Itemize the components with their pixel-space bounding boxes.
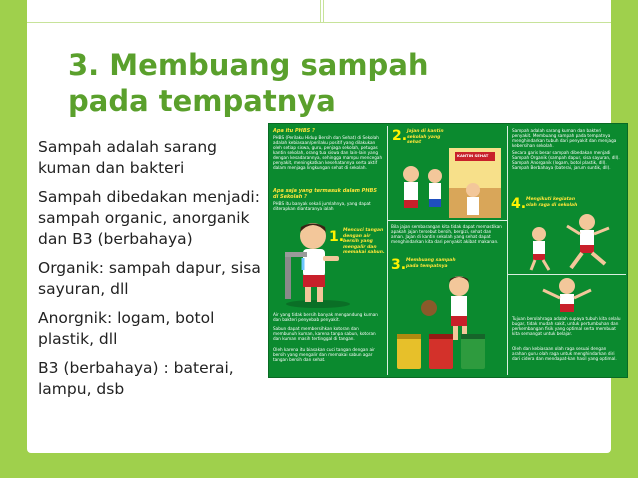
ornament-tick <box>320 0 321 22</box>
poster-right-bullet: Sampah adalah sarang kuman dan bakteri penyakit. Membuang sampah pada tempatnya menghindarkan tubuh dari penyakit dan menjaga kebersihan sekolah. <box>512 128 617 148</box>
poster-answer-1: PHBS (Perilaku Hidup Bersih dan Sehat) di Sekolah adalah kebiasaan/perilaku positif yang dilakukan oleh setiap siswa, guru, penjaga sekolah, petugas kantin sekolah, orang tua siswa dan lain-lain yang dengan kesadarannya, sehingga mampu mencegah penyakit, meningkatkan kesehatannya serta aktif dalam menjaga lingkungan sehat di sekolah. <box>273 135 383 170</box>
poster-divider <box>507 126 508 375</box>
phbs-poster-image <box>268 123 628 378</box>
kantin-sign: KANTIN SEHAT <box>457 153 489 158</box>
poster-bullet: Sabun dapat membersihkan kotoran dan membunuh kuman, karena tanpa sabun, kotoran dan kuman masih tertinggal di tangan. <box>273 326 376 341</box>
kantin-illustration <box>389 146 506 219</box>
paragraph: Anorgnik: logam, botol plastik, dll <box>38 309 215 348</box>
poster-right-bullet: Secara garis besar sampah dibedakan menjadi Sampah Organik (sampah dapur, sisa sayuran, dll). Sampah Anorganik (logam, botol plastik, dll). Sampah Berbahaya (baterai, jarum suntik, dll). <box>512 150 620 170</box>
step-2-label: Jajan di kantin sekolah yang sehat <box>407 129 444 145</box>
poster-divider <box>388 220 507 221</box>
ornament-tick <box>323 0 324 22</box>
poster-right-bullet: Tujuan berolahraga adalah supaya tubuh kita selalu bugar, tidak mudah sakit, untuk pertumbuhan dan perkembangan fisik yang optimal serta membuat kita semangat untuk belajar. <box>512 316 621 336</box>
slide-title: 3. Membuang sampah pada tempatnya <box>68 48 429 118</box>
poster-answer-2: PHBS itu banyak sekali jumlahnya, yang dapat diterapkan diantaranya ialah <box>273 201 371 211</box>
poster-mid-text: Bila jajan sembarangan kita tidak dapat memastikan apakah jajan tersebut bersih, bergizi, sehat dan aman. Jajan di kantin sekolah yang sehat dapat menghindarkan kita dari penyakit akibat makanan. <box>391 224 502 244</box>
trash-sorting-illustration <box>389 272 506 374</box>
step-1-label: Mencuci tangan dengan air bersih yang mengalir dan memakai sabun. <box>343 228 385 255</box>
poster-bullet: Air yang tidak bersih banyak mengandung kuman dan bakteri penyebab penyakit. <box>273 312 378 322</box>
step-number-2: 2. <box>392 128 408 144</box>
step-number-4: 4. <box>511 196 527 212</box>
step-number-3: 3. <box>391 257 407 273</box>
step-4-label: Mengikuti kegiatan olah raga di sekolah <box>526 197 578 208</box>
paragraph: Organik: sampah dapur, sisa sayuran, dll <box>38 259 261 298</box>
paragraph: Sampah dibedakan menjadi: sampah organic, anorganik dan B3 (berbahaya) <box>38 188 260 248</box>
poster-divider <box>508 274 626 275</box>
poster-question-1: Apa itu PHBS ? <box>273 128 315 134</box>
step-3-label: Membuang sampah pada tempatnya <box>406 258 456 269</box>
paragraph: B3 (berbahaya) : baterai, lampu, dsb <box>38 359 234 398</box>
poster-divider <box>387 126 388 375</box>
poster-bullet: Oleh karena itu biasakan cuci tangan dengan air bersih yang mengalir dan memakai sabun agar tangan bersih dan sehat. <box>273 347 375 362</box>
poster-question-2: Apa saja yang termasuk dalam PHBS di Sekolah ? <box>273 188 377 200</box>
paragraph: Sampah adalah sarang kuman dan bakteri <box>38 138 218 177</box>
slide-body <box>38 137 266 408</box>
ornament-line <box>27 22 611 23</box>
exercise-illustration <box>509 276 626 316</box>
poster-right-bullet: Oleh dan kebiasaan olah raga sesuai dengan arahan guru olah raga untuk menghindarkan diri dari cidera dan mendapat-kan hasil yang optimal. <box>512 346 617 361</box>
step-number-1: 1. <box>329 229 345 245</box>
sports-illustration <box>509 212 626 274</box>
